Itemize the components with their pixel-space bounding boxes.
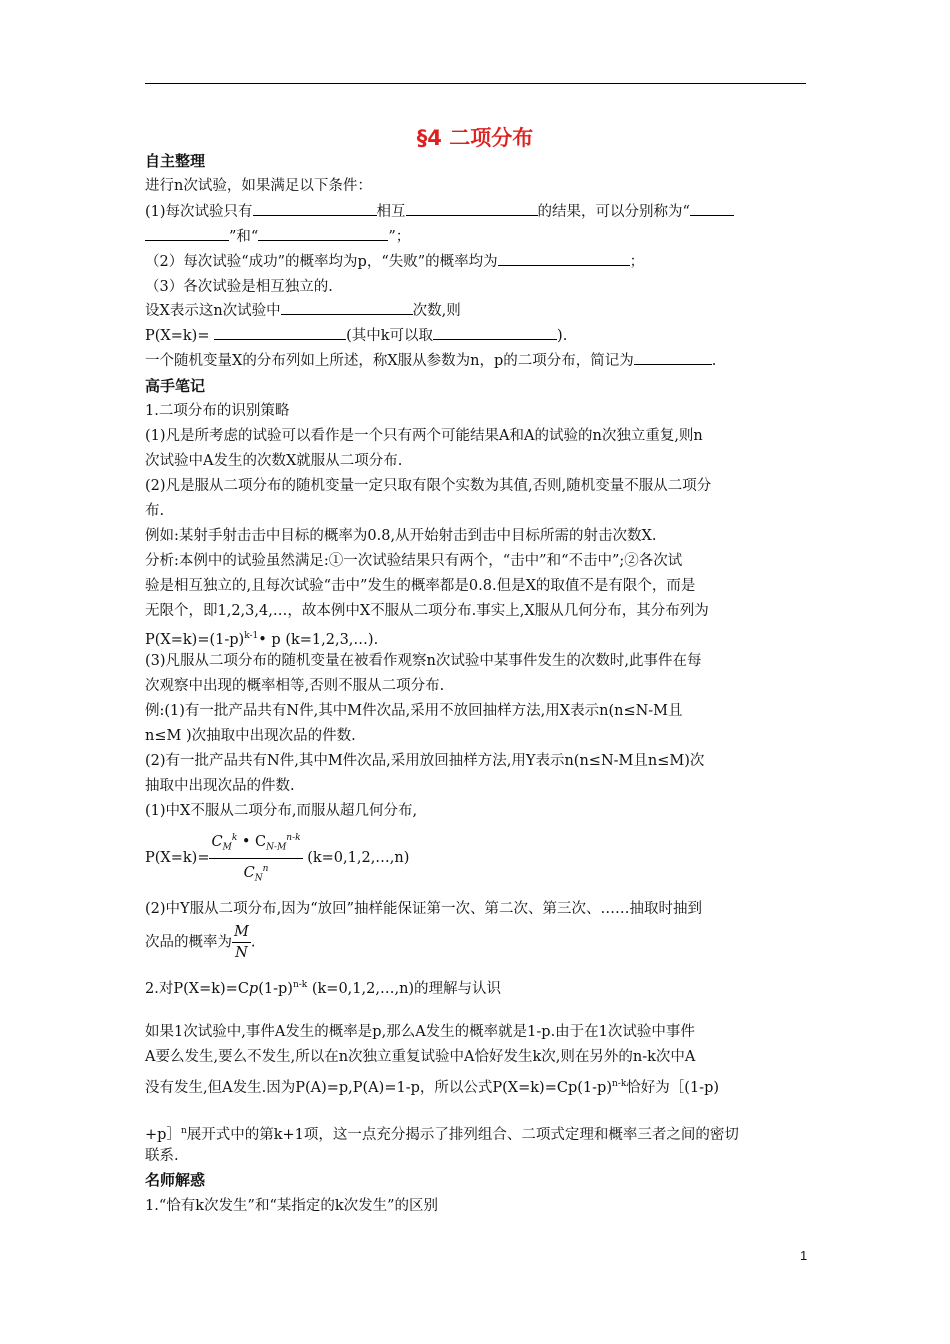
text-line: 进行n次试验，如果满足以下条件： bbox=[145, 178, 372, 194]
text-line: 没有发生,但A发生.因为P(A)=p,P(A)=1-p，所以公式$P(X=k)=Cp(1-p)^{n-k}$恰好为［(1-p) bbox=[145, 1079, 720, 1096]
text-line: （3）各次试验是相互独立的. bbox=[145, 279, 333, 295]
header-rule bbox=[145, 83, 806, 84]
section-heading-self-study: 自主整理 bbox=[145, 152, 206, 170]
fill-blank bbox=[253, 201, 377, 216]
text-line: 一个随机变量X的分布列如上所述，称X服从参数为n，p的二项分布，简记为 . bbox=[145, 350, 716, 372]
section-heading-master-qa: 名师解惑 bbox=[145, 1171, 206, 1189]
formula-line: $P(X=k)=(1-p)^{k-1}•$ p (k=1,2,3,…). bbox=[145, 631, 379, 648]
fill-blank bbox=[634, 350, 712, 365]
text-line: ”和“ ”； bbox=[145, 226, 410, 248]
text-line: 验是相互独立的,且每次试验“击中”发生的概率都是0.8.但是X的取值不是有限个，而是 bbox=[145, 578, 696, 594]
text-line: 布. bbox=[145, 503, 165, 519]
fill-blank bbox=[690, 201, 734, 216]
text-line: (1)凡是所考虑的试验可以看作是一个只有两个可能结果A和A的试验的n次独立重复,则n bbox=[145, 428, 703, 444]
text-line: 抽取中出现次品的件数. bbox=[145, 778, 295, 794]
text-line: 无限个，即1,2,3,4,…，故本例中X不服从二项分布.事实上,X服从几何分布，其分布列为 bbox=[145, 603, 709, 619]
text-line: (1)中X不服从二项分布,而服从超几何分布, bbox=[145, 803, 418, 819]
text-line: 次观察中出现的概率相等,否则不服从二项分布. bbox=[145, 678, 445, 694]
formula-fraction: $\frac{M}{N}$ bbox=[234, 924, 249, 961]
text-line: A要么发生,要么不发生,所以在n次独立重复试验中A恰好发生k次,则在另外的n-k次中A bbox=[145, 1049, 696, 1065]
hypergeometric-formula: P(X=k)= $\frac{C_M^k • C_{N-M}^{n-k}}{C_N^n}$ (k=0,1,2,…,n) bbox=[145, 828, 409, 888]
text-line: (3)凡服从二项分布的随机变量在被看作观察n次试验中某事件发生的次数时,此事件在每 bbox=[145, 653, 702, 669]
text-line: 1.“恰有k次发生”和“某指定的k次发生”的区别 bbox=[145, 1198, 439, 1214]
text-line: (1)每次试验只有 相互 的结果，可以分别称为“ bbox=[145, 201, 734, 223]
section-heading-expert-notes: 高手笔记 bbox=[145, 377, 206, 395]
text-line: 次试验中A发生的次数X就服从二项分布. bbox=[145, 453, 403, 469]
text-line: 联系. bbox=[145, 1148, 179, 1164]
page-number: 1 bbox=[800, 1248, 808, 1263]
text-line: 次品的概率为 $\frac{M}{N}$ . bbox=[145, 924, 256, 961]
fill-blank bbox=[498, 251, 630, 266]
text-line: 2.对$P(X=k)=Cp(1-p)^{n-k}$ (k=0,1,2,…,n)的理解与认识 bbox=[145, 980, 502, 997]
text-line: 例:(1)有一批产品共有N件,其中M件次品,采用不放回抽样方法,用X表示n(n≤N-M且 bbox=[145, 703, 683, 719]
text-line: n≤M )次抽取中出现次品的件数. bbox=[145, 728, 356, 744]
text-line: P(X=k)= (其中k可以取 ). bbox=[145, 325, 567, 347]
fill-blank bbox=[281, 300, 413, 315]
fill-blank bbox=[433, 325, 557, 340]
page-title: §4 二项分布 bbox=[416, 126, 534, 150]
text-line: 设X表示这n次试验中 次数,则 bbox=[145, 300, 461, 322]
fill-blank bbox=[258, 226, 388, 241]
text-line: 例如:某射手射击击中目标的概率为0.8,从开始射击到击中目标所需的射击次数X. bbox=[145, 528, 657, 544]
fill-blank bbox=[406, 201, 538, 216]
text-line: (2)有一批产品共有N件,其中M件次品,采用放回抽样方法,用Y表示n(n≤N-M且n≤M)次 bbox=[145, 753, 705, 769]
formula-fraction: $\frac{C_M^k • C_{N-M}^{n-k}}{C_N^n}$ bbox=[209, 828, 302, 888]
text-line: (2)中Y服从二项分布,因为“放回”抽样能保证第一次、第二次、第三次、……抽取时抽到 bbox=[145, 901, 703, 917]
text-line: 分析:本例中的试验虽然满足:①一次试验结果只有两个，“击中”和“不击中”;②各次试 bbox=[145, 553, 683, 569]
text-line: （2）每次试验“成功”的概率均为p，“失败”的概率均为 ； bbox=[145, 251, 644, 273]
text-line: 1.二项分布的识别策略 bbox=[145, 403, 290, 419]
text-line: +p］$^n$展开式中的第k+1项，这一点充分揭示了排列组合、二项式定理和概率三者之间的密切 bbox=[145, 1126, 739, 1143]
text-line: (2)凡是服从二项分布的随机变量一定只取有限个实数为其值,否则,随机变量不服从二项分 bbox=[145, 478, 712, 494]
fill-blank bbox=[145, 226, 229, 241]
text-line: 如果1次试验中,事件A发生的概率是p,那么A发生的概率就是1-p.由于在1次试验中事件 bbox=[145, 1024, 695, 1040]
fill-blank bbox=[214, 325, 346, 340]
